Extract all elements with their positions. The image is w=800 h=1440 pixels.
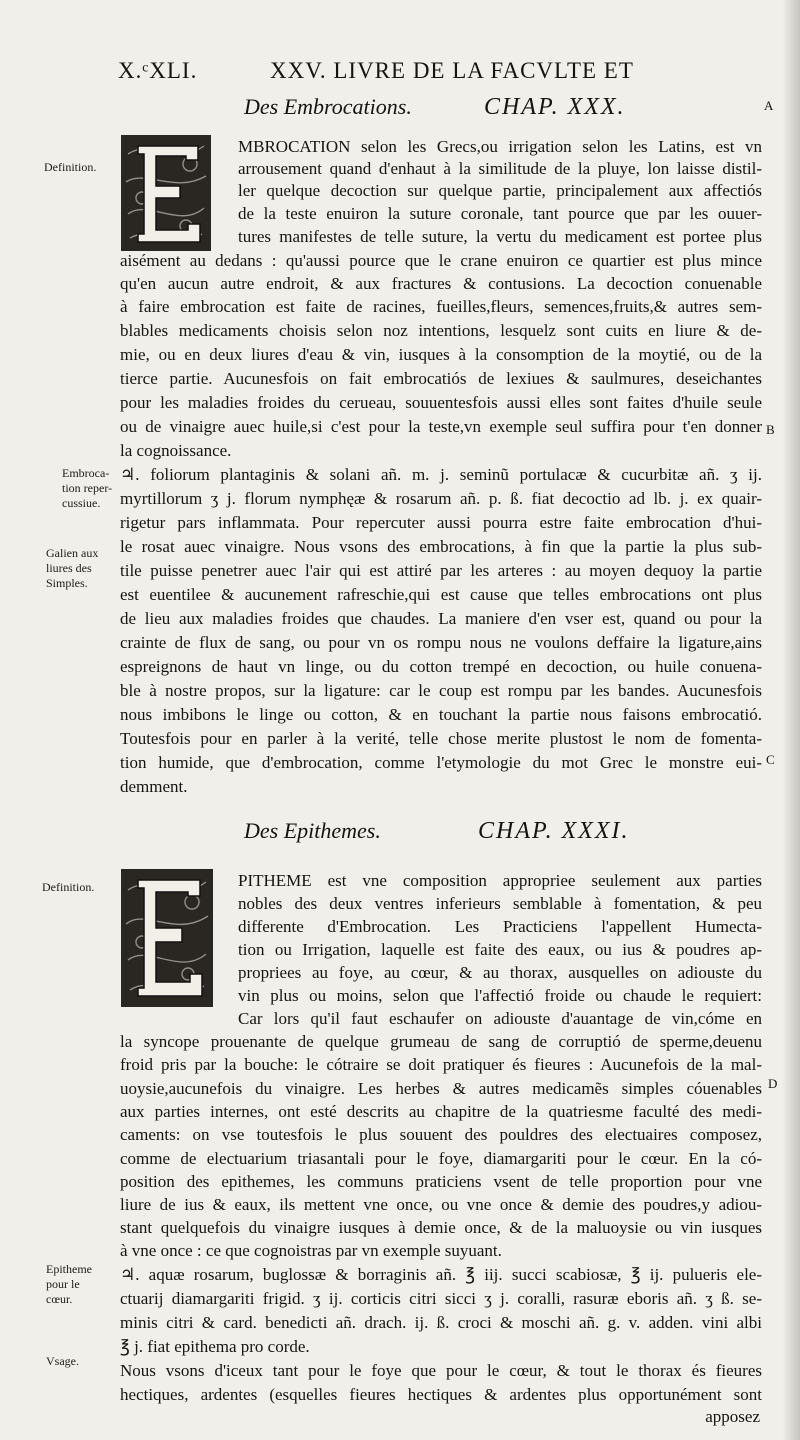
chapter-31-line: à vne once : ce que cognoistras par vn exemple suyuant. bbox=[120, 1241, 502, 1260]
chapter-30-line: myrtillorum ʒ j. florum nymphęæ & rosarum añ. p. ß. fiat decoctio ad lb. j. ex quair- bbox=[120, 489, 762, 508]
chapter-31-line: hectiques, ardentes (esquelles fieures hectiques & ardentes plus opportunément sont bbox=[120, 1385, 762, 1404]
chapter-30-line: espreignons de haut vn linge, ou du cotton trempé en decoction, ou huile conuena- bbox=[120, 657, 762, 676]
chapter-30-line: qu'en aucun autre endroit, & aux fractures & contusions. La decoction conuenable bbox=[120, 274, 762, 293]
chapter-31-line: stant quelquefois du vinaigre iusques à demie once, & de la maluoysie ou vin iusques bbox=[120, 1218, 762, 1237]
chapter-30-line: est euentilee & aucunement rafreschie,qui est cause que telles embrocations ont plus bbox=[120, 585, 762, 604]
chapter-30-line: demment. bbox=[120, 777, 188, 796]
chapter-30-line: le rosat auec vinaigre. Nous vsons des embrocations, à fin que la partie la plus sub- bbox=[120, 537, 762, 556]
chapter-31-line: liure de ius & eaux, ils mettent vne once, ou vne once & demie des poudres,y adiou- bbox=[120, 1195, 762, 1214]
chapter-31-line: la syncope prouenante de quelque grumeau de sang de corruptió de sperme,deuenu bbox=[120, 1032, 762, 1051]
chapter-31-line: aux parties internes, ont esté descrits au chapitre de la quatriesme faculté des medi- bbox=[120, 1102, 762, 1121]
chapter-30-line: nous imbibons le linge ou cotton, & en touchant la partie nous faisons embrocatió. bbox=[120, 705, 762, 724]
running-head bbox=[118, 58, 758, 88]
chapter-31-line: propriees au foye, au cœur, & au thorax, ausquelles on adiouste du bbox=[238, 963, 762, 982]
chapter-31-line: ctuarij diamargariti frigid. ʒ ij. corticis citri sicci ʒ j. coralli, rasuræ eboris añ. ʒ ß. se- bbox=[120, 1289, 762, 1308]
chapter-31-line: ℥ j. fiat epithema pro corde. bbox=[120, 1337, 310, 1356]
chapter-30-line: ♃. foliorum plantaginis & solani añ. m. j. seminũ portulacæ & cucurbitæ añ. ʒ ij. bbox=[120, 465, 762, 484]
chapter-30-line: crainte de flux de sang, ou pour vn os rompu nous ne voulons deffaire la ligature,ains bbox=[120, 633, 762, 652]
chapter-30-line: ou de vinaigre auec huile,si c'est pour la teste,vn exemple seul suffira pour t'en donner bbox=[120, 417, 762, 436]
chapter-30-line: tile puisse penetrer auec l'air qui est attiré par les arteres : au moyen dequoy la partie bbox=[120, 561, 762, 580]
margin-note-definition: Definition. bbox=[42, 880, 95, 894]
margin-letter-b: B bbox=[766, 422, 775, 437]
chapter-30-title: Des Embrocations. bbox=[244, 94, 412, 119]
chapter-31-line: vin plus ou moins, selon que l'affectió froide ou chaude le requiert: bbox=[238, 986, 762, 1005]
margin-note-galien: Galien aux liures des Simples. bbox=[46, 546, 99, 590]
chapter-30-line: arrousement quand d'enhaut à la similitude de la pluye, lon laisse distil- bbox=[238, 159, 762, 178]
chapter-30-line: à faire embrocation est faite de racines, fueilles,fleurs, semences,fruits,& autres sem- bbox=[120, 297, 762, 316]
chapter-30-line: ler quelque decoction sur quelque partie, principalement aux affectiós bbox=[238, 181, 762, 200]
dropcap-e-ornament bbox=[120, 868, 214, 1008]
chapter-30-line: Toutesfois pour en parler à la verité, telle chose merite plustost le nom de fomenta- bbox=[120, 729, 762, 748]
chapter-30-line: tures manifestes de telle suture, la vertu du medicament est portee plus bbox=[238, 227, 762, 246]
chapter-30-line: de lieu aux maladies froides que chaudes. La maniere d'en vser est, quand ou pour la bbox=[120, 609, 762, 628]
chapter-30-number: CHAP. XXX. bbox=[484, 94, 626, 120]
margin-letter-d: D bbox=[768, 1076, 778, 1091]
page-edge-shadow bbox=[782, 0, 800, 1440]
chapter-31-line: nobles des deux ventres inferieurs semblable à fomentation, & peu bbox=[238, 894, 762, 913]
chapter-31-line: tion ou Irrigation, laquelle est faite des eaux, ou ius & poudres ap- bbox=[238, 940, 762, 959]
chapter-31-line: caments: on vse toutesfois le plus souuent des pouldres des electuaires composez, bbox=[120, 1125, 762, 1144]
margin-letter-c: C bbox=[766, 752, 775, 767]
margin-note-definition: Definition. bbox=[44, 160, 97, 174]
chapter-30-line: ble à nostre propos, sur la ligature: car le coup est rompu par les bandes. Aucunesfois bbox=[120, 681, 762, 700]
chapter-31-line: uoysie,aucunefois du vinaigre. Les herbes & autres medicamẽs simples cóuenables bbox=[120, 1079, 762, 1098]
margin-letter-a: A bbox=[764, 98, 774, 113]
chapter-30-line: pour les maladies froides du cerueau, souuentesfois aussi elles sont faites d'huile seule bbox=[120, 393, 762, 412]
chapter-30-line: tierce partie. Aucunesfois on fait embrocatiós de lexiues & saulmures, deseichantes bbox=[120, 369, 762, 388]
dropcap-e-ornament bbox=[120, 134, 212, 252]
catchword: apposez bbox=[705, 1407, 760, 1426]
chapter-31-line: position des epithemes, les communs praticiens vsent de telle proportion pour vne bbox=[120, 1172, 762, 1191]
chapter-30-line: blables medicaments choisis selon noz intentions, lesquelz sont cuits en liure & de- bbox=[120, 321, 762, 340]
chapter-30-heading bbox=[244, 94, 764, 124]
margin-note-embrocation: Embroca- tion reper- cussiue. bbox=[62, 466, 113, 510]
margin-note-usage: Vsage. bbox=[46, 1354, 79, 1368]
chapter-30-line: rigetur pars inflammata. Pour repercuter aussi pourra estre faite embrocation d'hui- bbox=[120, 513, 762, 532]
chapter-31-title: Des Epithemes. bbox=[244, 818, 381, 843]
chapter-31-heading bbox=[244, 818, 764, 848]
folio-number: X.ᶜXLI. bbox=[118, 58, 198, 83]
chapter-31-line: ♃. aquæ rosarum, buglossæ & borraginis añ. ℥ iij. succi scabiosæ, ℥ ij. pulueris ele- bbox=[120, 1265, 762, 1284]
chapter-31-line: Car lors qu'il faut eschaufer on adiouste d'auantage de vin,cóme en bbox=[238, 1009, 762, 1028]
chapter-31-line: minis citri & card. benedicti añ. drach. ij. ß. croci & moschi añ. g. v. adden. vini albi bbox=[120, 1313, 762, 1332]
chapter-30-line: mie, ou en deux liures d'eau & vin, iusques à la consomption de la moytié, ou de la bbox=[120, 345, 762, 364]
chapter-30-line: la cognoissance. bbox=[120, 441, 232, 460]
running-head-title: XXV. LIVRE DE LA FACVLTE ET bbox=[270, 58, 634, 83]
chapter-30-line: de la teste enuiron la suture coronale, tant pource que par les ouuer- bbox=[238, 204, 762, 223]
chapter-31-line: Nous vsons d'iceux tant pour le foye que pour le cœur, & tout le thorax és fieures bbox=[120, 1361, 762, 1380]
chapter-30-line: MBROCATION selon les Grecs,ou irrigation selon les Latins, est vn bbox=[238, 137, 762, 156]
margin-note-epitheme: Epitheme pour le cœur. bbox=[46, 1262, 92, 1306]
chapter-31-line: PITHEME est vne composition appropriee seulement aux parties bbox=[238, 871, 762, 890]
chapter-31-number: CHAP. XXXI. bbox=[478, 818, 630, 844]
chapter-31-line: differente d'Embrocation. Les Practiciens l'appellent Humecta- bbox=[238, 917, 762, 936]
chapter-31-line: comme de electuarium triasantali pour le foye, diamargariti pour le cœur. En la có- bbox=[120, 1149, 762, 1168]
chapter-30-line: aisément au dedans : qu'aussi pource que le crane enuiron ce quartier est plus mince bbox=[120, 251, 762, 270]
chapter-30-line: tion humide, que d'embrocation, comme l'etymologie du mot Grec le monstre eui- bbox=[120, 753, 762, 772]
chapter-31-line: froid pris par la bouche: le cótraire se doit pratiquer és fieures : Aucunefois de la mal- bbox=[120, 1055, 762, 1074]
